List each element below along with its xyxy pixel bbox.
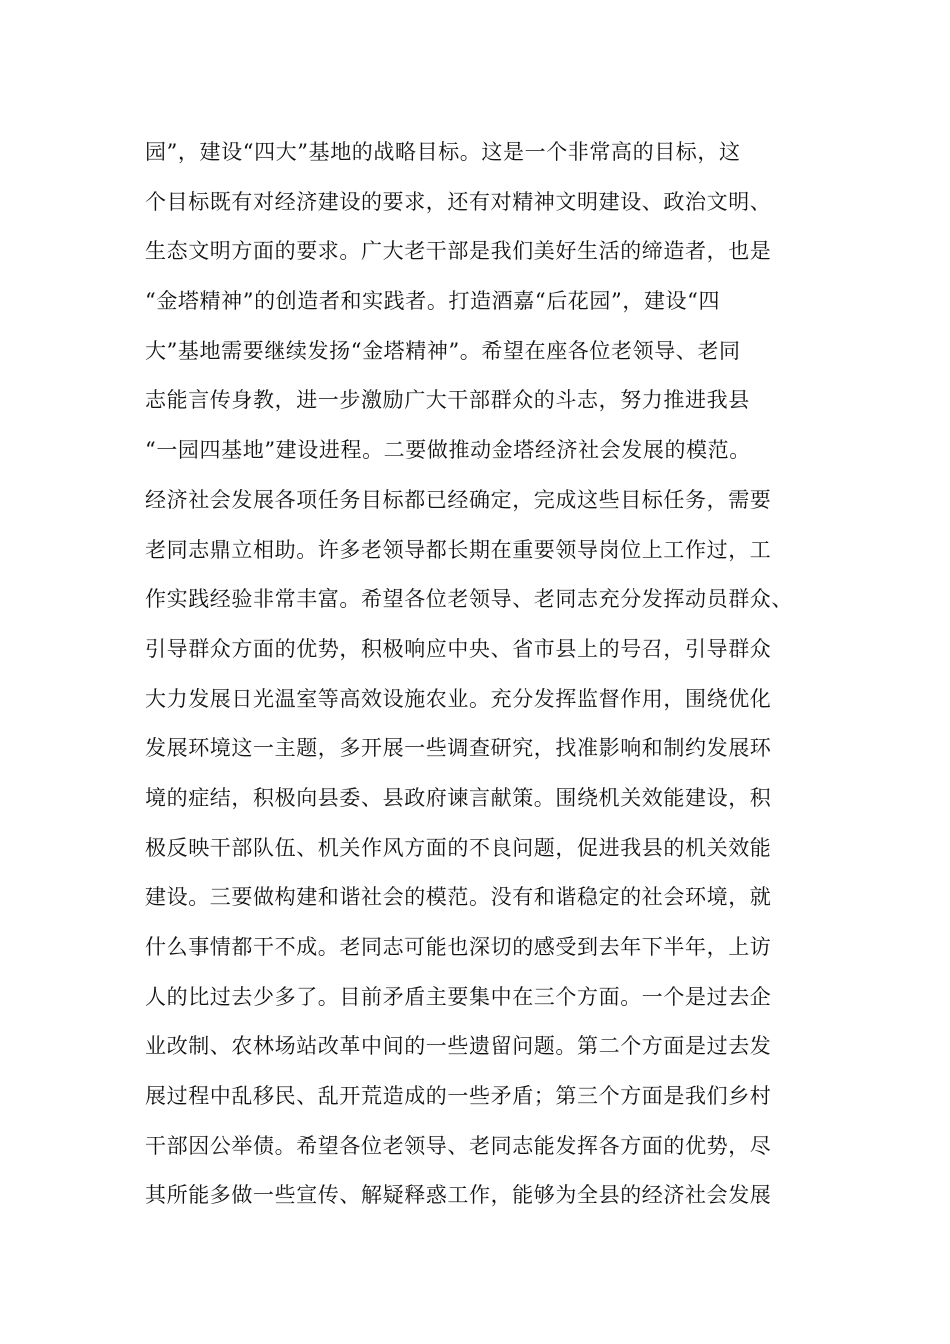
text-line: 大”基地需要继续发扬“金塔精神”。希望在座各位老领导、老同 [145,338,741,363]
text-line: 什么事情都干不成。老同志可能也深切的感受到去年下半年，上访 [145,935,772,959]
text-line: 展过程中乱移民、乱开荒造成的一些矛盾；第三个方面是我们乡村 [145,1084,772,1109]
text-line: 发展环境这一主题，多开展一些调查研究，找准影响和制约发展环 [145,736,772,761]
text-line: 引导群众方面的优势，积极响应中央、省市县上的号召，引导群众 [145,636,772,661]
text-line: 极反映干部队伍、机关作风方面的不良问题，促进我县的机关效能 [145,835,772,860]
text-line: 个目标既有对经济建设的要求，还有对精神文明建设、政治文明、 [145,189,772,214]
text-line: 干部因公举债。希望各位老领导、老同志能发挥各方面的优势，尽 [145,1133,772,1158]
text-line: “一园四基地”建设进程。二要做推动金塔经济社会发展的模范。 [145,438,751,463]
text-line: 老同志鼎立相助。许多老领导都长期在重要领导岗位上工作过，工 [145,537,772,562]
text-line: 境的症结，积极向县委、县政府谏言献策。围绕机关效能建设，积 [145,785,772,810]
text-line: 志能言传身教，进一步激励广大干部群众的斗志，努力推进我县 [145,388,750,413]
text-line: “金塔精神”的创造者和实践者。打造酒嘉“后花园”，建设“四 [145,289,721,314]
text-line: 园”，建设“四大”基地的战略目标。这是一个非常高的目标，这 [145,140,741,164]
text-line: 大力发展日光温室等高效设施农业。充分发挥监督作用，围绕优化 [145,686,772,711]
body-paragraph [145,128,807,1221]
text-line: 生态文明方面的要求。广大老干部是我们美好生活的缔造者，也是 [145,239,772,264]
text-line: 人的比过去少多了。目前矛盾主要集中在三个方面。一个是过去企 [145,984,772,1009]
text-line: 建设。三要做构建和谐社会的模范。没有和谐稳定的社会环境，就 [145,885,772,910]
text-line: 业改制、农林场站改革中间的一些遗留问题。第二个方面是过去发 [145,1034,772,1059]
text-line: 经济社会发展各项任务目标都已经确定，完成这些目标任务，需要 [145,487,772,512]
text-line: 作实践经验非常丰富。希望各位老领导、老同志充分发挥动员群众、 [145,587,793,612]
text-line: 其所能多做一些宣传、解疑释惑工作，能够为全县的经济社会发展 [145,1183,772,1208]
